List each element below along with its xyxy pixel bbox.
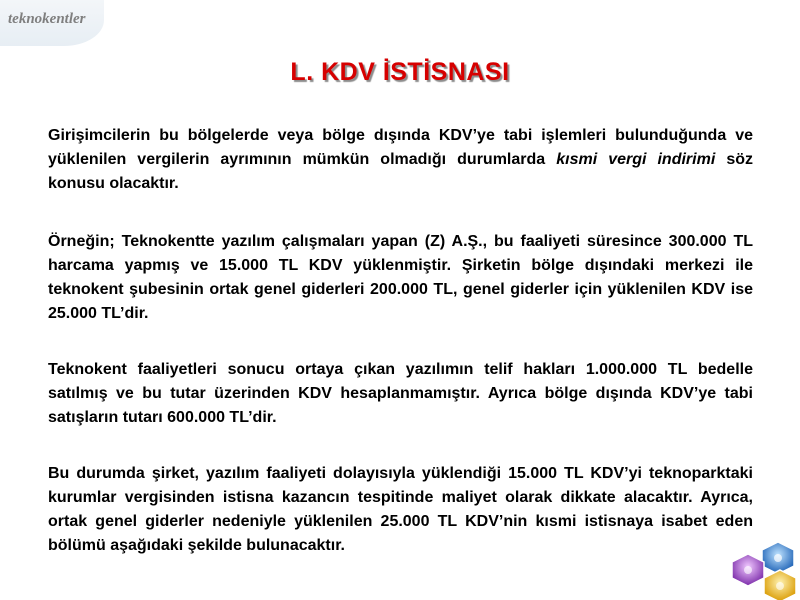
paragraph-1: [48, 124, 753, 196]
logo-tab: [0, 0, 104, 46]
paragraph-1-text: Girişimcilerin bu bölgelerde veya bölge dışında KDV’ye tabi işlemleri bulunduğunda ve yüklenilen vergilerin ayrımının mümkün olmadığı durumlarda: [48, 127, 753, 168]
paragraph-2: Örneğin; Teknokentte yazılım çalışmaları yapan (Z) A.Ş., bu faaliyeti süresince 300.000 TL harcama yapmış ve 15.000 TL KDV yüklenmiştir. Şirketin bölge dışındaki merkezi ile teknokent şubesinin ortak genel giderleri 200.000 TL, genel giderler için yüklenilen KDV ise 25.000 TL’dir.: [48, 233, 753, 322]
paragraph-1-end: söz konusu olacaktır.: [48, 151, 753, 192]
paragraph-1-italic: kısmi vergi indirimi: [556, 151, 716, 168]
logo-text: teknokentler: [8, 11, 86, 27]
paragraph-4: Bu durumda şirket, yazılım faaliyeti dolayısıyla yüklendiği 15.000 TL KDV’yi teknoparktaki kurumlar vergisinden istisna kazancın tespitinde maliyet olarak dikkate alacaktır. Ayrıca, ortak genel giderler nedeniyle yüklenilen 25.000 TL KDV’nin kısmi istisnaya isabet eden bölümü aşağıdaki şekilde bulunacaktır.: [48, 465, 753, 554]
paragraph-3: Teknokent faaliyetleri sonucu ortaya çıkan yazılımın telif hakları 1.000.000 TL bedelle satılmış ve bu tutar üzerinden KDV hesaplanmamıştır. Ayrıca bölge dışında KDV’ye tabi satışların tutarı 600.000 TL’dir.: [48, 361, 753, 426]
slide-body: [48, 124, 753, 590]
decorative-corner-graphic: [728, 540, 800, 600]
slide-title: L. KDV İSTİSNASI: [290, 58, 510, 86]
